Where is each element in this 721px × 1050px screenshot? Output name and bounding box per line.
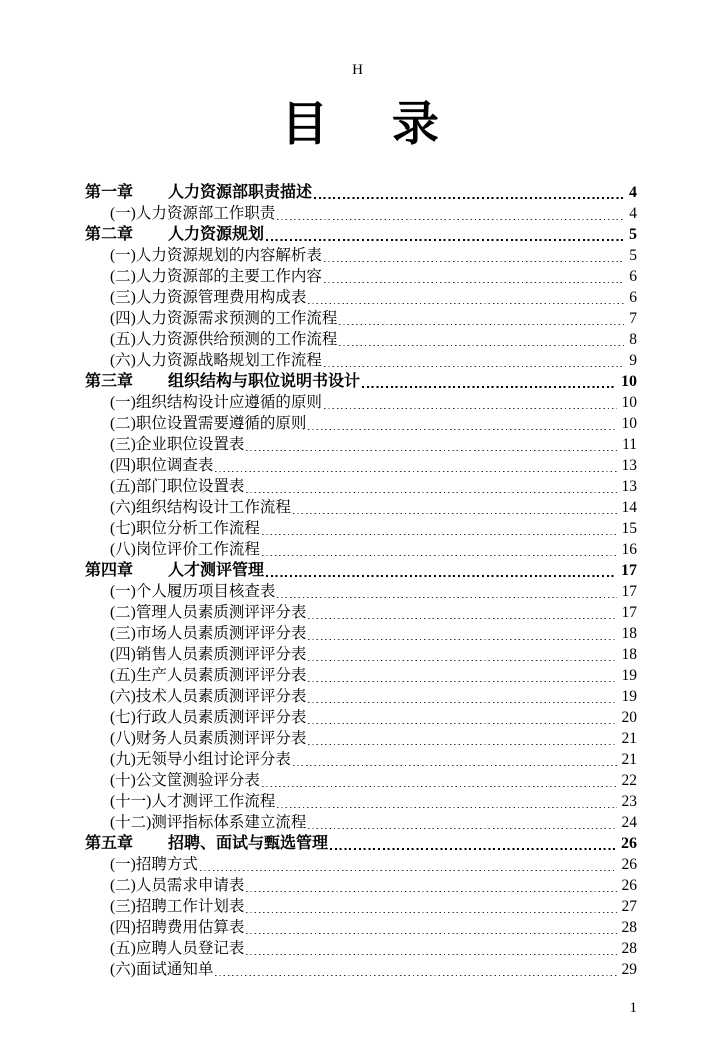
toc-item-row[interactable]: [85, 770, 637, 791]
toc-item-row[interactable]: [85, 854, 637, 875]
entry-label: (十二)测评指标体系建立流程: [110, 814, 307, 831]
toc-item-row[interactable]: [85, 707, 637, 728]
toc-item-row[interactable]: [85, 623, 637, 644]
toc-item-row[interactable]: [85, 476, 637, 497]
page-number: 17: [621, 583, 637, 600]
dot-leader: [246, 492, 616, 493]
page-number: 8: [629, 331, 637, 348]
dot-leader: [308, 744, 616, 745]
dot-leader: [246, 891, 616, 892]
dot-leader: [266, 575, 616, 577]
dot-leader: [308, 723, 616, 724]
entry-label: (五)人力资源供给预测的工作流程: [110, 331, 338, 348]
entry-label: (七)行政人员素质测评评分表: [110, 709, 307, 726]
toc-item-row[interactable]: [85, 581, 637, 602]
dot-leader: [339, 345, 624, 346]
dot-leader: [324, 261, 624, 262]
dot-leader: [262, 555, 617, 556]
entry-label: (一)招聘方式: [110, 856, 198, 873]
entry-label: (三)人力资源管理费用构成表: [110, 289, 307, 306]
entry-label: (四)人力资源需求预测的工作流程: [110, 310, 338, 327]
entry-label: (一)个人履历项目核查表: [110, 583, 276, 600]
dot-leader: [262, 786, 617, 787]
toc-item-row[interactable]: [85, 329, 637, 350]
dot-leader: [293, 765, 617, 766]
entry-label: (六)人力资源战略规划工作流程: [110, 352, 322, 369]
page-number: 28: [621, 919, 637, 936]
page-number: 24: [621, 814, 637, 831]
page-number: 17: [621, 562, 637, 579]
toc-item-row[interactable]: [85, 959, 637, 980]
toc-item-row[interactable]: [85, 455, 637, 476]
toc-item-row[interactable]: [85, 413, 637, 434]
entry-label: (三)企业职位设置表: [110, 436, 245, 453]
dot-leader: [308, 681, 616, 682]
toc-item-row[interactable]: [85, 287, 637, 308]
page-number: 6: [629, 268, 637, 285]
chapter-title: 人力资源规划: [168, 226, 265, 243]
page-header-char: H: [352, 62, 363, 78]
dot-leader: [215, 471, 616, 472]
toc-chapter-row[interactable]: [85, 224, 637, 245]
toc-title: 目 录: [281, 99, 440, 151]
entry-label: (五)生产人员素质测评评分表: [110, 667, 307, 684]
page-number: 15: [621, 520, 637, 537]
toc-chapter-row[interactable]: [85, 560, 637, 581]
chapter-number: 第一章: [85, 184, 134, 201]
toc-item-row[interactable]: [85, 791, 637, 812]
page-number: 20: [621, 709, 637, 726]
entry-label: (八)财务人员素质测评评分表: [110, 730, 307, 747]
chapter-title: 组织结构与职位说明书设计: [168, 373, 361, 390]
toc-item-row[interactable]: [85, 203, 637, 224]
page-number: 13: [621, 457, 637, 474]
page-number: 19: [621, 667, 637, 684]
page-number: 4: [629, 205, 637, 222]
entry-label: (一)人力资源规划的内容解析表: [110, 247, 322, 264]
entry-label: (三)市场人员素质测评评分表: [110, 625, 307, 642]
dot-leader: [293, 513, 617, 514]
page-number: 26: [621, 877, 637, 894]
page-number: 9: [629, 352, 637, 369]
page-number: 7: [629, 310, 637, 327]
dot-leader: [362, 386, 616, 388]
chapter-title: 招聘、面试与甄选管理: [168, 835, 329, 852]
chapter-number: 第五章: [85, 835, 134, 852]
dot-leader: [324, 408, 617, 409]
dot-leader: [308, 303, 624, 304]
entry-label: (十)公文筐测验评分表: [110, 772, 260, 789]
entry-label: (一)组织结构设计应遵循的原则: [110, 394, 322, 411]
dot-leader: [308, 618, 616, 619]
page-number: 4: [629, 184, 637, 201]
page-number: 5: [629, 226, 637, 243]
page-number: 5: [629, 247, 637, 264]
toc-item-row[interactable]: [85, 266, 637, 287]
page-number: 6: [629, 289, 637, 306]
dot-leader: [200, 870, 617, 871]
dot-leader: [308, 660, 616, 661]
page-number: 28: [621, 940, 637, 957]
dot-leader: [277, 219, 624, 220]
entry-label: (八)岗位评价工作流程: [110, 541, 260, 558]
toc-item-row[interactable]: [85, 497, 637, 518]
page-number: 10: [621, 394, 637, 411]
page-number: 13: [621, 478, 637, 495]
toc-chapter-row[interactable]: [85, 371, 637, 392]
toc-item-row[interactable]: [85, 308, 637, 329]
page-number: 16: [621, 541, 637, 558]
toc-item-row[interactable]: [85, 350, 637, 371]
toc-item-row[interactable]: [85, 686, 637, 707]
page-number: 21: [621, 730, 637, 747]
toc-item-row[interactable]: [85, 938, 637, 959]
dot-leader: [246, 954, 616, 955]
page-number: 10: [621, 373, 637, 390]
toc-item-row[interactable]: [85, 665, 637, 686]
dot-leader: [308, 429, 616, 430]
page-number: 17: [621, 604, 637, 621]
dot-leader: [277, 597, 616, 598]
page-number: 19: [621, 688, 637, 705]
dot-leader: [324, 282, 624, 283]
toc-item-row[interactable]: [85, 392, 637, 413]
toc-item-row[interactable]: [85, 728, 637, 749]
dot-leader: [215, 975, 616, 976]
dot-leader: [246, 450, 617, 451]
entry-label: (四)招聘费用估算表: [110, 919, 245, 936]
toc-item-row[interactable]: [85, 749, 637, 770]
chapter-title: 人才测评管理: [168, 562, 265, 579]
chapter-title: 人力资源部职责描述: [168, 184, 313, 201]
page-number: 29: [621, 961, 637, 978]
toc-item-row[interactable]: [85, 245, 637, 266]
entry-label: (五)部门职位设置表: [110, 478, 245, 495]
dot-leader: [266, 239, 624, 241]
toc-item-row[interactable]: [85, 602, 637, 623]
page-number: 14: [621, 499, 637, 516]
toc-chapter-row[interactable]: [85, 833, 637, 854]
entry-label: (六)技术人员素质测评评分表: [110, 688, 307, 705]
entry-label: (六)组织结构设计工作流程: [110, 499, 291, 516]
toc-item-row[interactable]: [85, 812, 637, 833]
toc-item-row[interactable]: [85, 896, 637, 917]
toc-list: [85, 182, 637, 980]
dot-leader: [277, 807, 616, 808]
dot-leader: [262, 534, 617, 535]
entry-label: (二)管理人员素质测评评分表: [110, 604, 307, 621]
page-number: 23: [621, 793, 637, 810]
entry-label: (二)人力资源部的主要工作内容: [110, 268, 322, 285]
toc-item-row[interactable]: [85, 539, 637, 560]
toc-item-row[interactable]: [85, 434, 637, 455]
page-number: 26: [621, 856, 637, 873]
toc-item-row[interactable]: [85, 518, 637, 539]
chapter-number: 第二章: [85, 226, 134, 243]
page-number: 18: [621, 625, 637, 642]
toc-chapter-row[interactable]: [85, 182, 637, 203]
entry-label: (四)职位调查表: [110, 457, 214, 474]
page-number: 10: [621, 415, 637, 432]
chapter-number: 第三章: [85, 373, 134, 390]
dot-leader: [330, 848, 616, 850]
entry-label: (九)无领导小组讨论评分表: [110, 751, 291, 768]
dot-leader: [308, 639, 616, 640]
dot-leader: [246, 933, 616, 934]
page-number: 18: [621, 646, 637, 663]
entry-label: (七)职位分析工作流程: [110, 520, 260, 537]
chapter-number: 第四章: [85, 562, 134, 579]
page-number: 11: [622, 436, 637, 453]
toc-item-row[interactable]: [85, 917, 637, 938]
dot-leader: [246, 912, 616, 913]
dot-leader: [308, 828, 616, 829]
toc-item-row[interactable]: [85, 875, 637, 896]
entry-label: (二)人员需求申请表: [110, 877, 245, 894]
toc-item-row[interactable]: [85, 644, 637, 665]
entry-label: (三)招聘工作计划表: [110, 898, 245, 915]
page-number: 21: [621, 751, 637, 768]
dot-leader: [308, 702, 616, 703]
page-number: 22: [621, 772, 637, 789]
entry-label: (五)应聘人员登记表: [110, 940, 245, 957]
page-number: 26: [621, 835, 637, 852]
entry-label: (十一)人才测评工作流程: [110, 793, 276, 810]
page-number: 27: [621, 898, 637, 915]
entry-label: (四)销售人员素质测评评分表: [110, 646, 307, 663]
dot-leader: [339, 324, 624, 325]
entry-label: (一)人力资源部工作职责: [110, 205, 276, 222]
dot-leader: [324, 366, 624, 367]
dot-leader: [314, 197, 624, 199]
footer-page-number: 1: [629, 1000, 637, 1016]
entry-label: (六)面试通知单: [110, 961, 214, 978]
entry-label: (二)职位设置需要遵循的原则: [110, 415, 307, 432]
